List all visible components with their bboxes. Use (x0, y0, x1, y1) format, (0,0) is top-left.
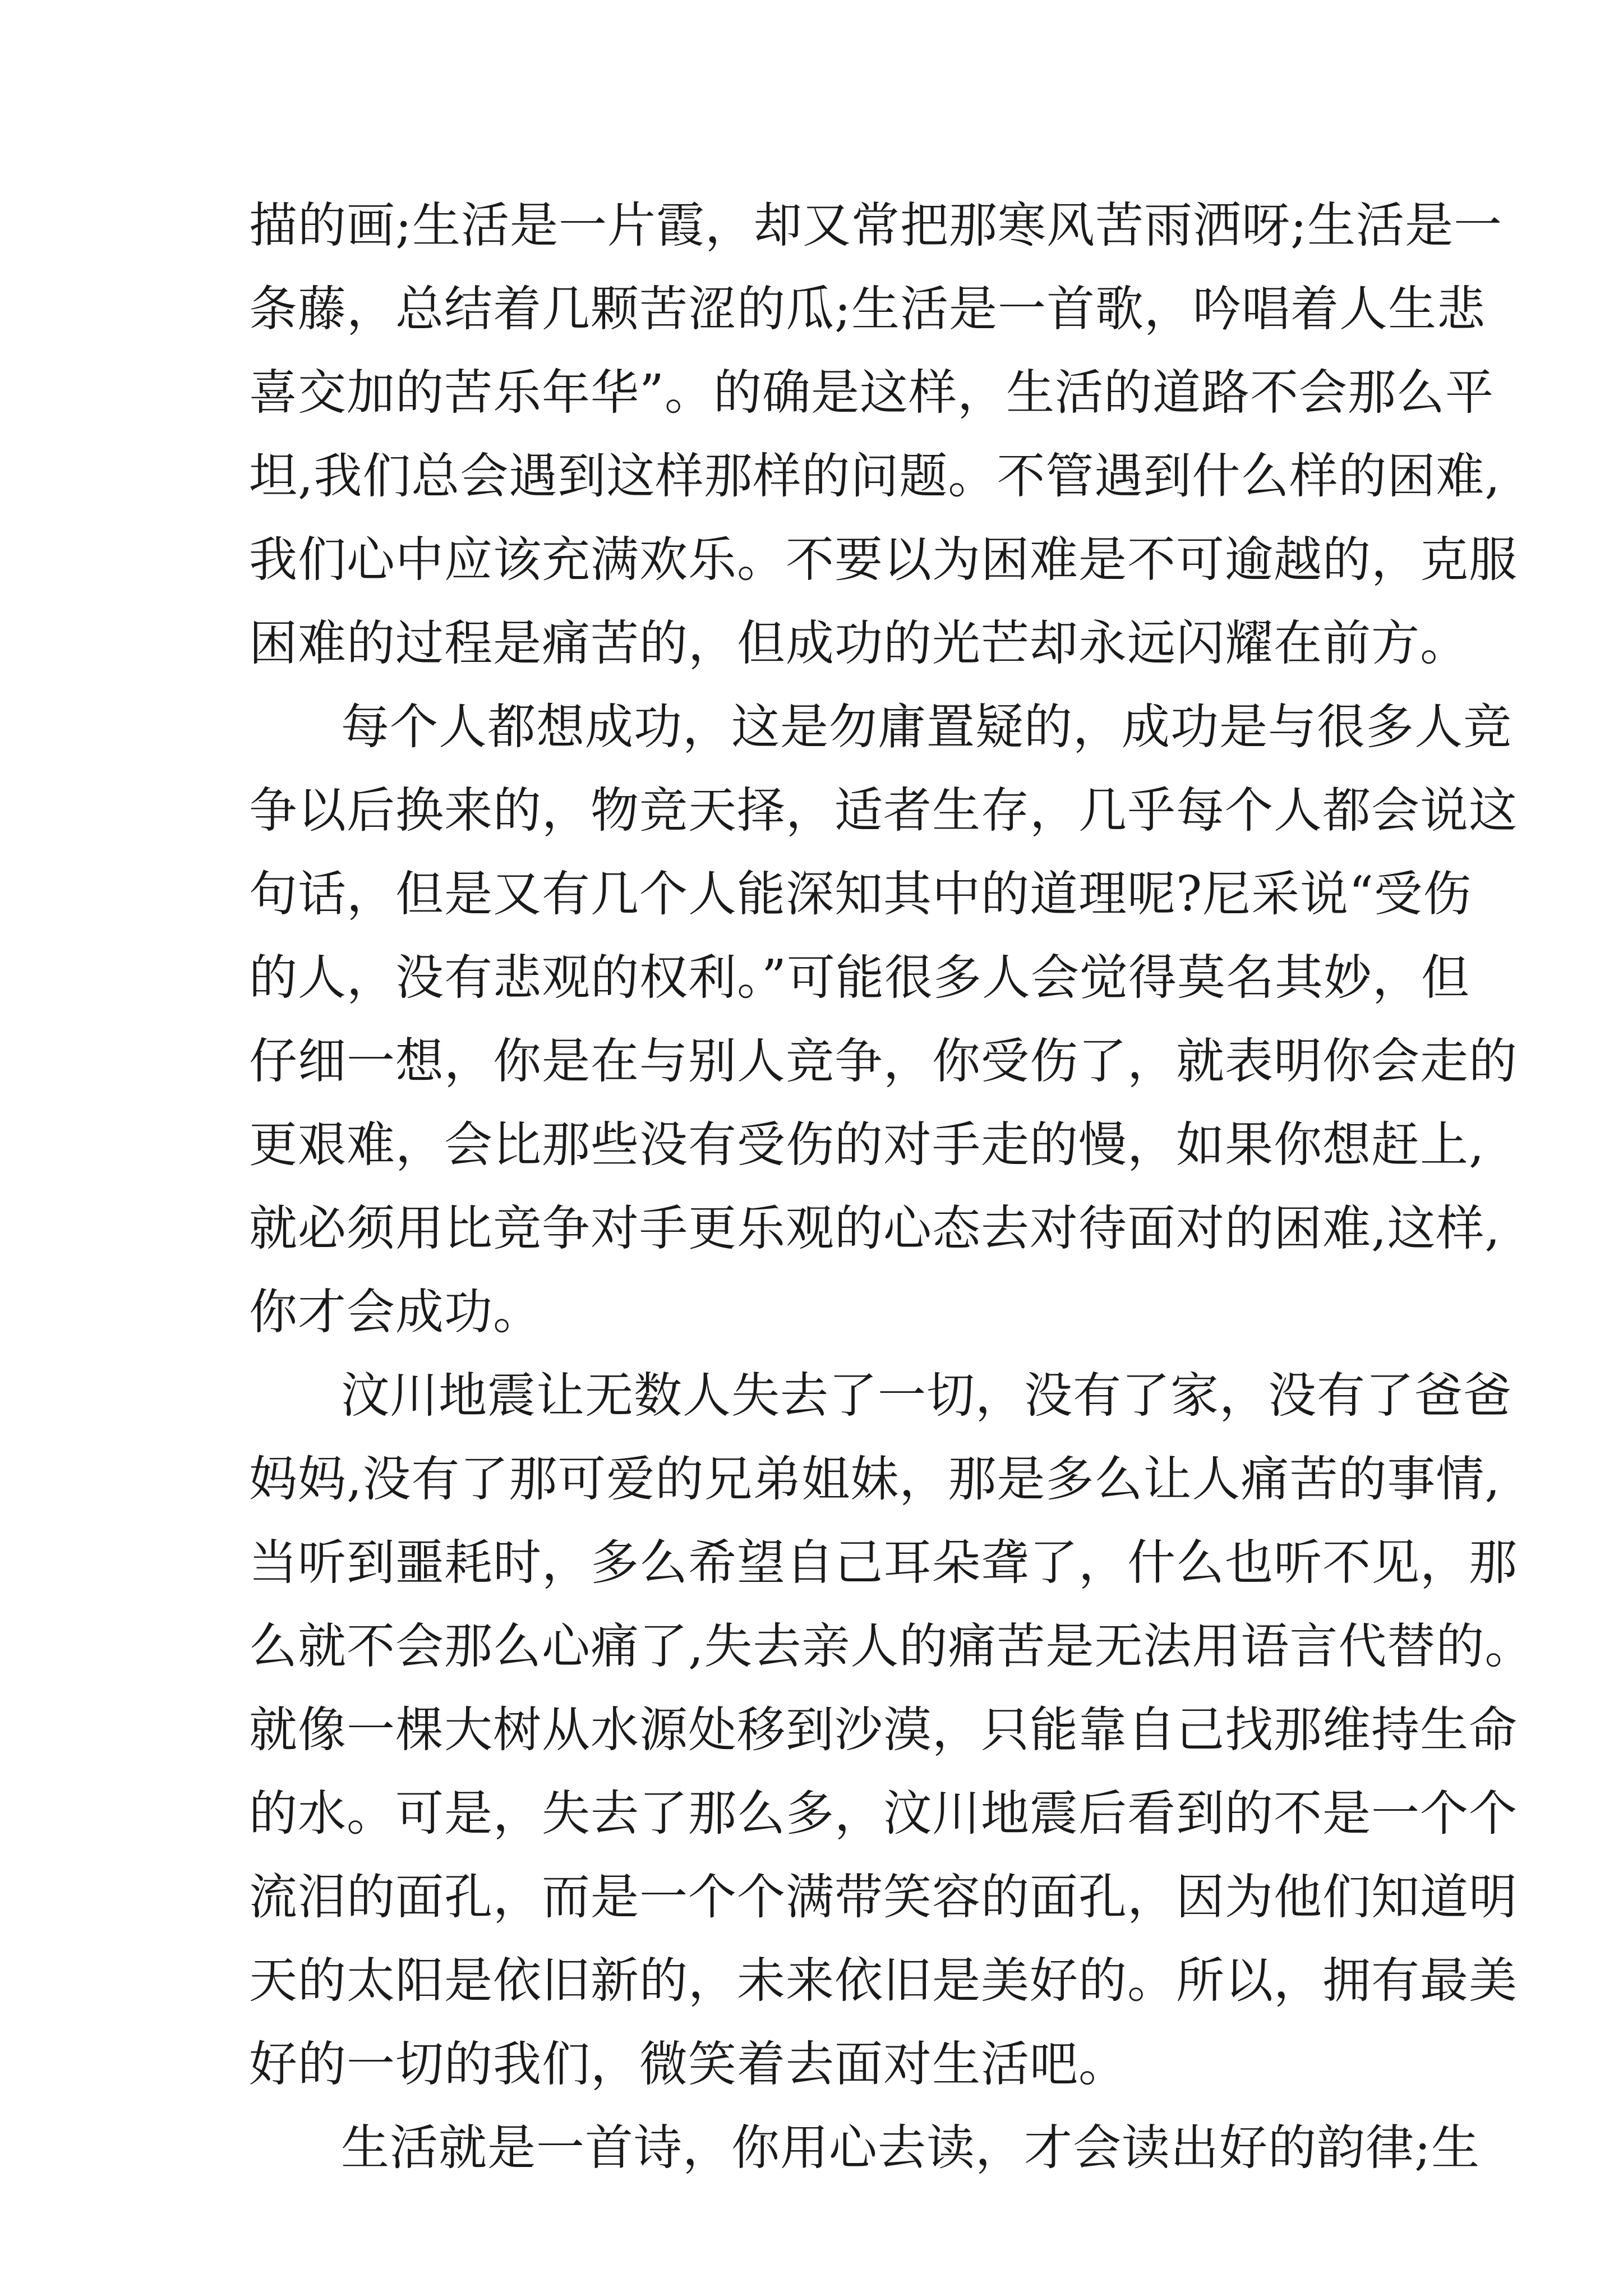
text-line: 当听到噩耗时，多么希望自己耳朵聋了，什么也听不见，那 (249, 1535, 1518, 1591)
text-line: 么就不会那么心痛了,失去亲人的痛苦是无法用语言代替的。 (249, 1618, 1534, 1674)
text-line: 的水。可是，失去了那么多，汶川地震后看到的不是一个个 (249, 1786, 1518, 1842)
paragraph-start-line: 生活就是一首诗，你用心去读，才会读出好的韵律;生 (341, 2120, 1480, 2176)
text-line: 争以后换来的，物竞天择，适者生存，几乎每个人都会说这 (249, 783, 1518, 839)
text-line: 天的太阳是依旧新的，未来依旧是美好的。所以，拥有最美 (249, 1953, 1518, 2009)
text-line: 流泪的面孔，而是一个个满带笑容的面孔，因为他们知道明 (249, 1869, 1518, 1925)
text-line: 坦,我们总会遇到这样那样的问题。不管遇到什么样的困难, (249, 448, 1501, 504)
text-line: 就像一棵大树从水源处移到沙漠，只能靠自己找那维持生命 (249, 1702, 1518, 1758)
text-line: 喜交加的苦乐年华”。的确是这样，生活的道路不会那么平 (249, 365, 1494, 421)
text-line: 就必须用比竞争对手更乐观的心态去对待面对的困难,这样, (249, 1200, 1501, 1257)
text-line: 好的一切的我们，微笑着去面对生活吧。 (249, 2036, 1127, 2092)
paragraph-start-line: 每个人都想成功，这是勿庸置疑的，成功是与很多人竞 (341, 699, 1512, 755)
text-line: 我们心中应该充满欢乐。不要以为困难是不可逾越的，克服 (249, 532, 1518, 588)
text-line: 条藤，总结着几颗苦涩的瓜;生活是一首歌，吟唱着人生悲 (249, 281, 1486, 337)
text-line: 仔细一想，你是在与别人竞争，你受伤了，就表明你会走的 (249, 1033, 1518, 1089)
text-line: 更艰难，会比那些没有受伤的对手走的慢，如果你想赶上, (249, 1117, 1485, 1173)
paragraph-start-line: 汶川地震让无数人失去了一切，没有了家，没有了爸爸 (341, 1368, 1512, 1424)
text-line: 句话，但是又有几个人能深知其中的道理呢?尼采说“受伤 (249, 866, 1472, 922)
text-line: 的人，没有悲观的权利。”可能很多人会觉得莫名其妙，但 (249, 950, 1470, 1006)
text-line: 描的画;生活是一片霞，却又常把那寒风苦雨洒呀;生活是一 (249, 197, 1502, 254)
body-text (249, 184, 1534, 2190)
text-line: 妈妈,没有了那可爱的兄弟姐妹，那是多么让人痛苦的事情, (249, 1451, 1501, 1507)
text-line: 你才会成功。 (249, 1284, 542, 1340)
text-line: 困难的过程是痛苦的，但成功的光芒却永远闪耀在前方。 (249, 615, 1469, 671)
